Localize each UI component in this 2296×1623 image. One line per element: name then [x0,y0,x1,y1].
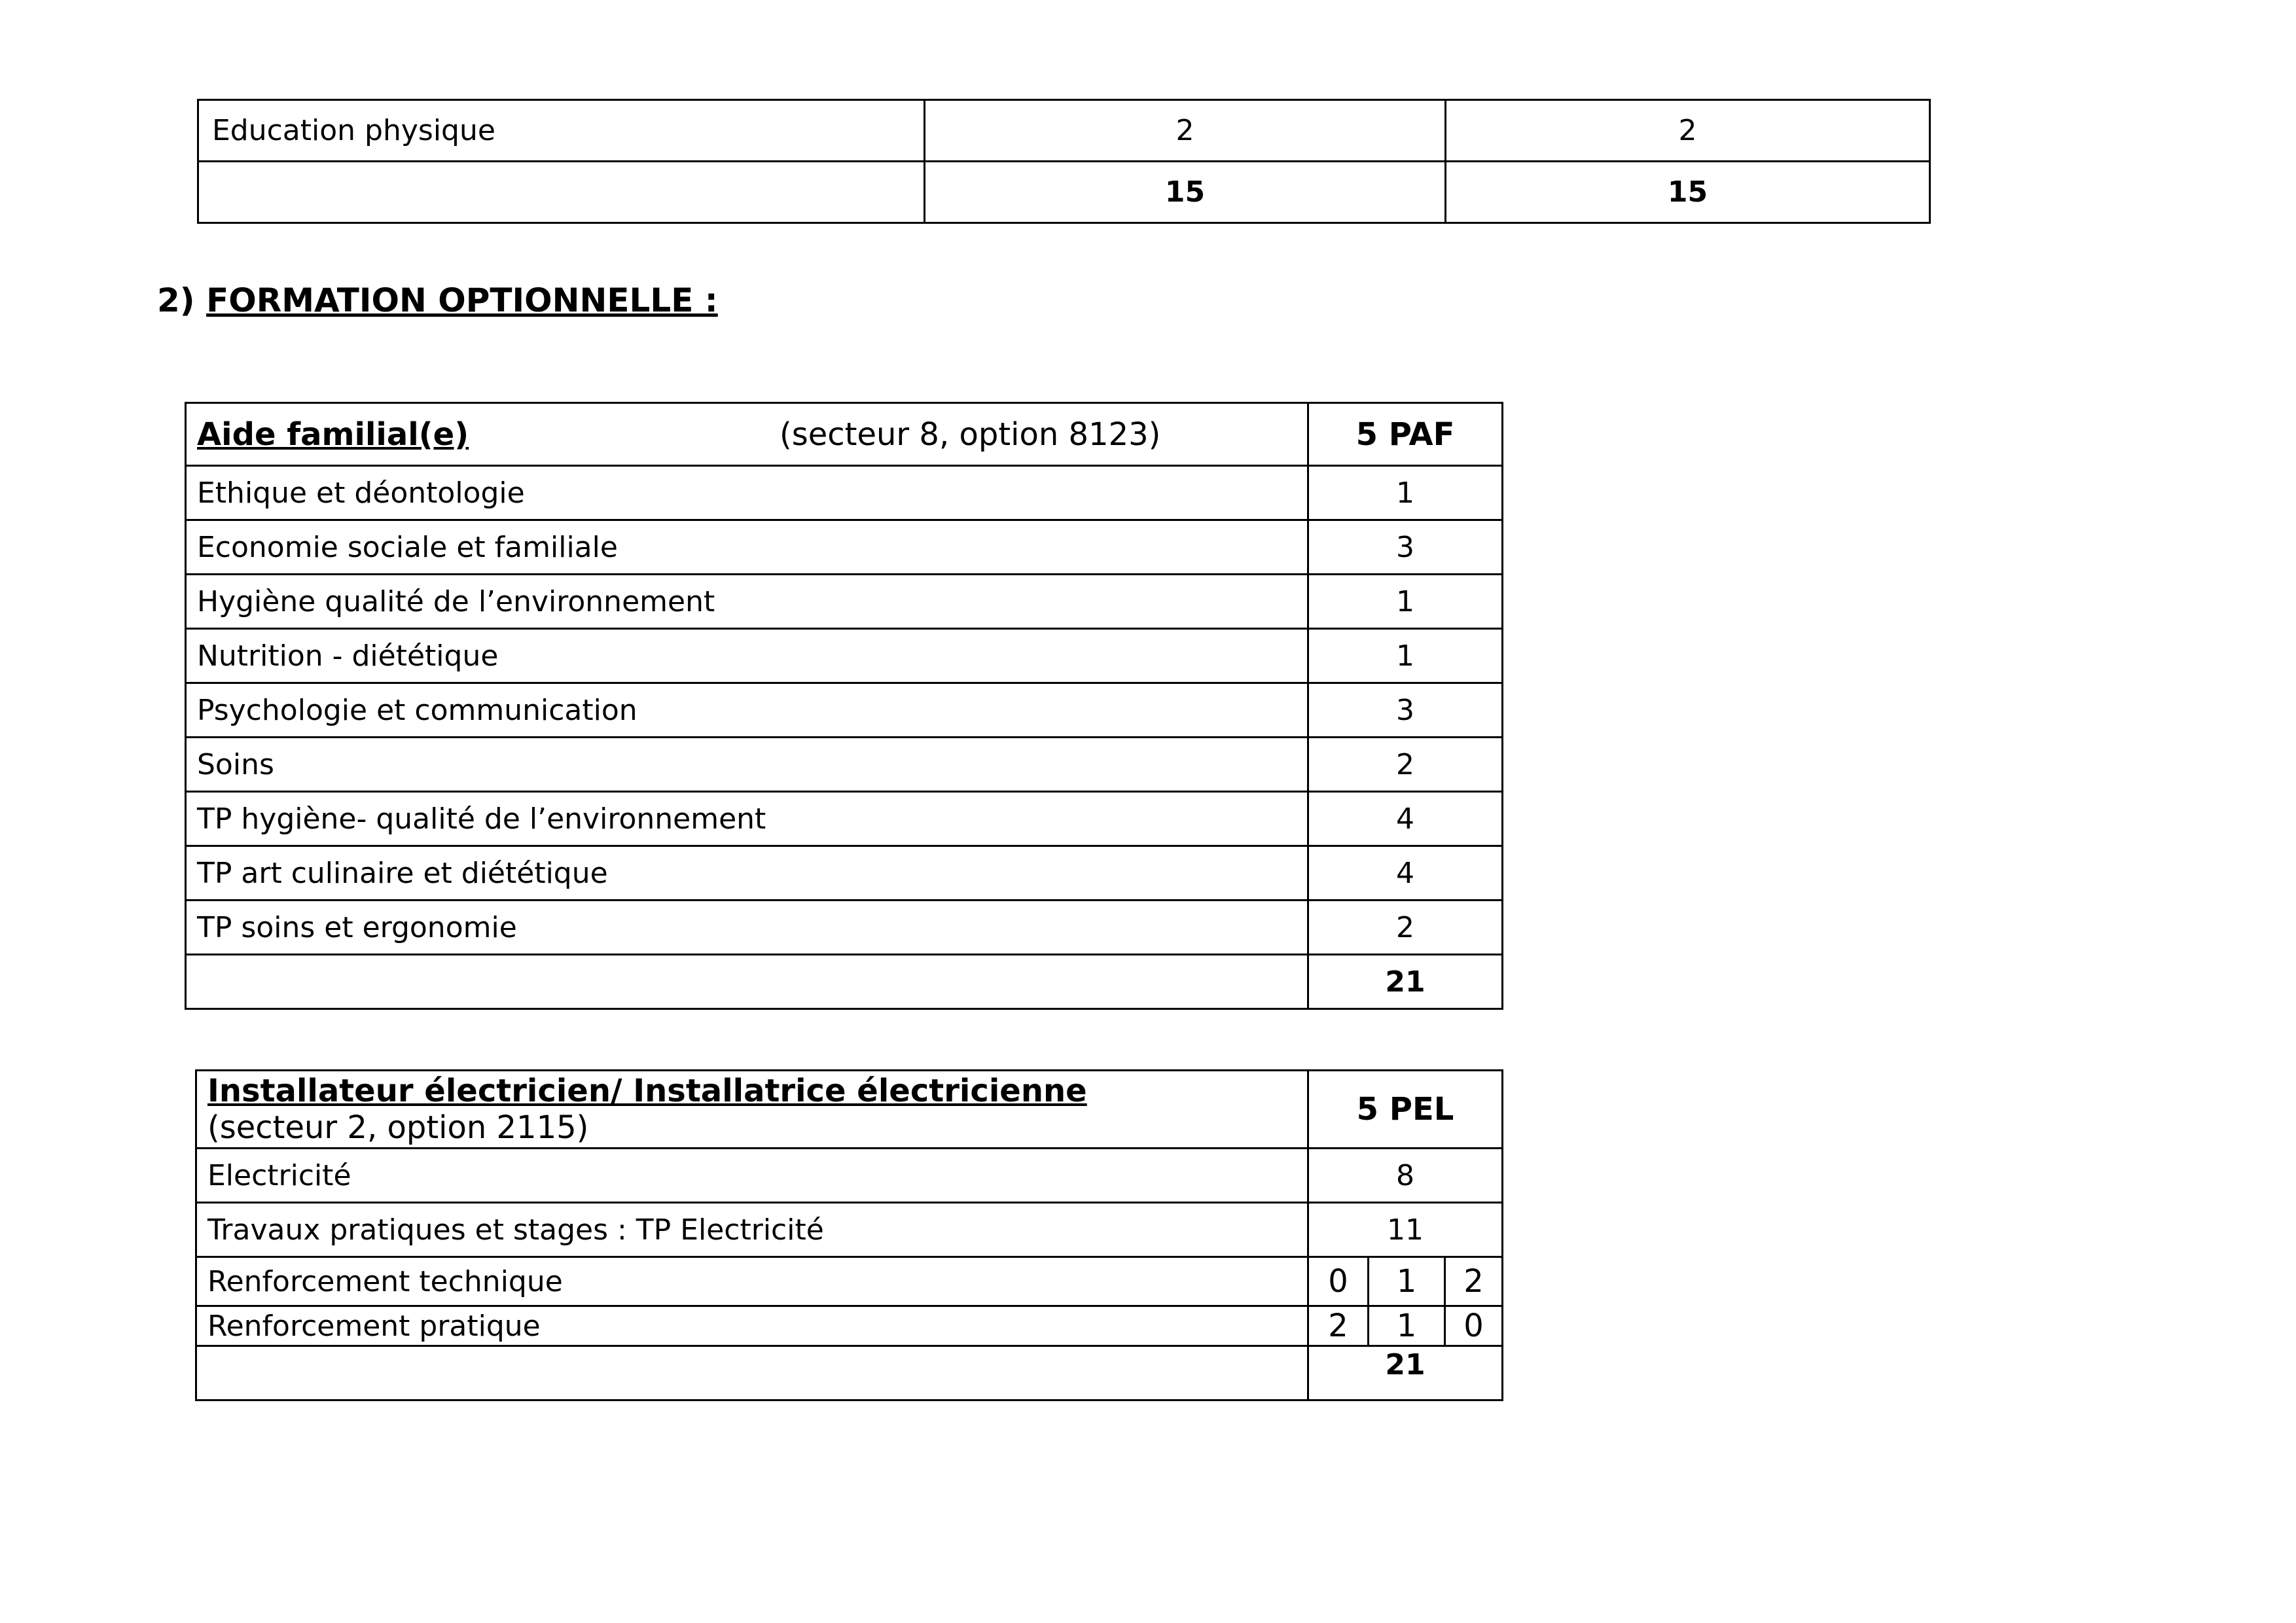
table-row [196,1203,1503,1257]
table-row [186,792,1503,846]
hours-option-cell: 0 [1445,1306,1503,1346]
option-code: 5 PAF [1308,403,1503,466]
option-title: Aide familial(e) [197,416,469,453]
table-row [198,100,1930,162]
subject-cell: Psychologie et communication [186,683,1308,738]
table-row [186,846,1503,901]
empty-cell [186,955,1308,1009]
table-row [186,901,1503,955]
total-row [198,162,1930,223]
table-row [196,1306,1503,1346]
subject-cell [198,162,925,223]
table-row [186,629,1503,683]
table-row [186,520,1503,575]
option-title-cell [196,1071,1308,1149]
hours-cell: 1 [1308,466,1503,520]
total-row [196,1346,1503,1400]
table-header-row [196,1071,1503,1149]
hours-cell: 2 [1446,100,1930,162]
table-row [196,1257,1503,1306]
table-row [186,575,1503,629]
table-header-row [186,403,1503,466]
subject-cell: Economie sociale et familiale [186,520,1308,575]
subject-cell: Hygiène qualité de l’environnement [186,575,1308,629]
subject-cell: TP soins et ergonomie [186,901,1308,955]
hours-cell: 3 [1308,683,1503,738]
section-number: 2) [157,281,195,319]
total-cell: 21 [1308,955,1503,1009]
hours-option-cell: 2 [1308,1306,1369,1346]
hours-cell: 2 [925,100,1446,162]
total-cell [1308,1346,1503,1400]
section-title: FORMATION OPTIONNELLE : [206,281,718,319]
total-cell: 15 [925,162,1446,223]
hours-cell: 4 [1308,846,1503,901]
table-row [196,1149,1503,1203]
hours-cell: 1 [1308,629,1503,683]
aide-familiale-table [185,402,1503,1010]
hours-cell: 2 [1308,738,1503,792]
hours-cell: 8 [1308,1149,1503,1203]
subject-cell: Travaux pratiques et stages : TP Electricité [196,1203,1308,1257]
hours-option-cell: 1 [1369,1306,1445,1346]
total-row [186,955,1503,1009]
subject-cell: Education physique [198,100,925,162]
general-training-table [197,99,1931,224]
subject-cell: Renforcement pratique [196,1306,1308,1346]
table-row [186,466,1503,520]
option-title-cell [186,403,1308,466]
table-row [186,683,1503,738]
subject-cell: Nutrition - diététique [186,629,1308,683]
subject-cell: TP art culinaire et diététique [186,846,1308,901]
section-heading [157,281,718,319]
empty-cell [196,1346,1308,1400]
option-sector: (secteur 2, option 2115) [207,1109,589,1146]
option-sector: (secteur 8, option 8123) [780,416,1161,453]
hours-option-cell: 2 [1445,1257,1503,1306]
subject-cell: Soins [186,738,1308,792]
total-value: 21 [1385,1347,1426,1382]
option-code: 5 PEL [1308,1071,1503,1149]
option-title: Installateur électricien/ Installatrice électricienne [207,1073,1087,1109]
hours-cell: 4 [1308,792,1503,846]
hours-option-cell: 1 [1369,1257,1445,1306]
table-row [186,738,1503,792]
hours-cell: 11 [1308,1203,1503,1257]
hours-option-cell: 0 [1308,1257,1369,1306]
hours-cell: 1 [1308,575,1503,629]
hours-cell: 2 [1308,901,1503,955]
subject-cell: Ethique et déontologie [186,466,1308,520]
hours-cell: 3 [1308,520,1503,575]
subject-cell: Renforcement technique [196,1257,1308,1306]
total-cell: 15 [1446,162,1930,223]
installateur-electricien-table [195,1069,1503,1401]
subject-cell: Electricité [196,1149,1308,1203]
subject-cell: TP hygiène- qualité de l’environnement [186,792,1308,846]
